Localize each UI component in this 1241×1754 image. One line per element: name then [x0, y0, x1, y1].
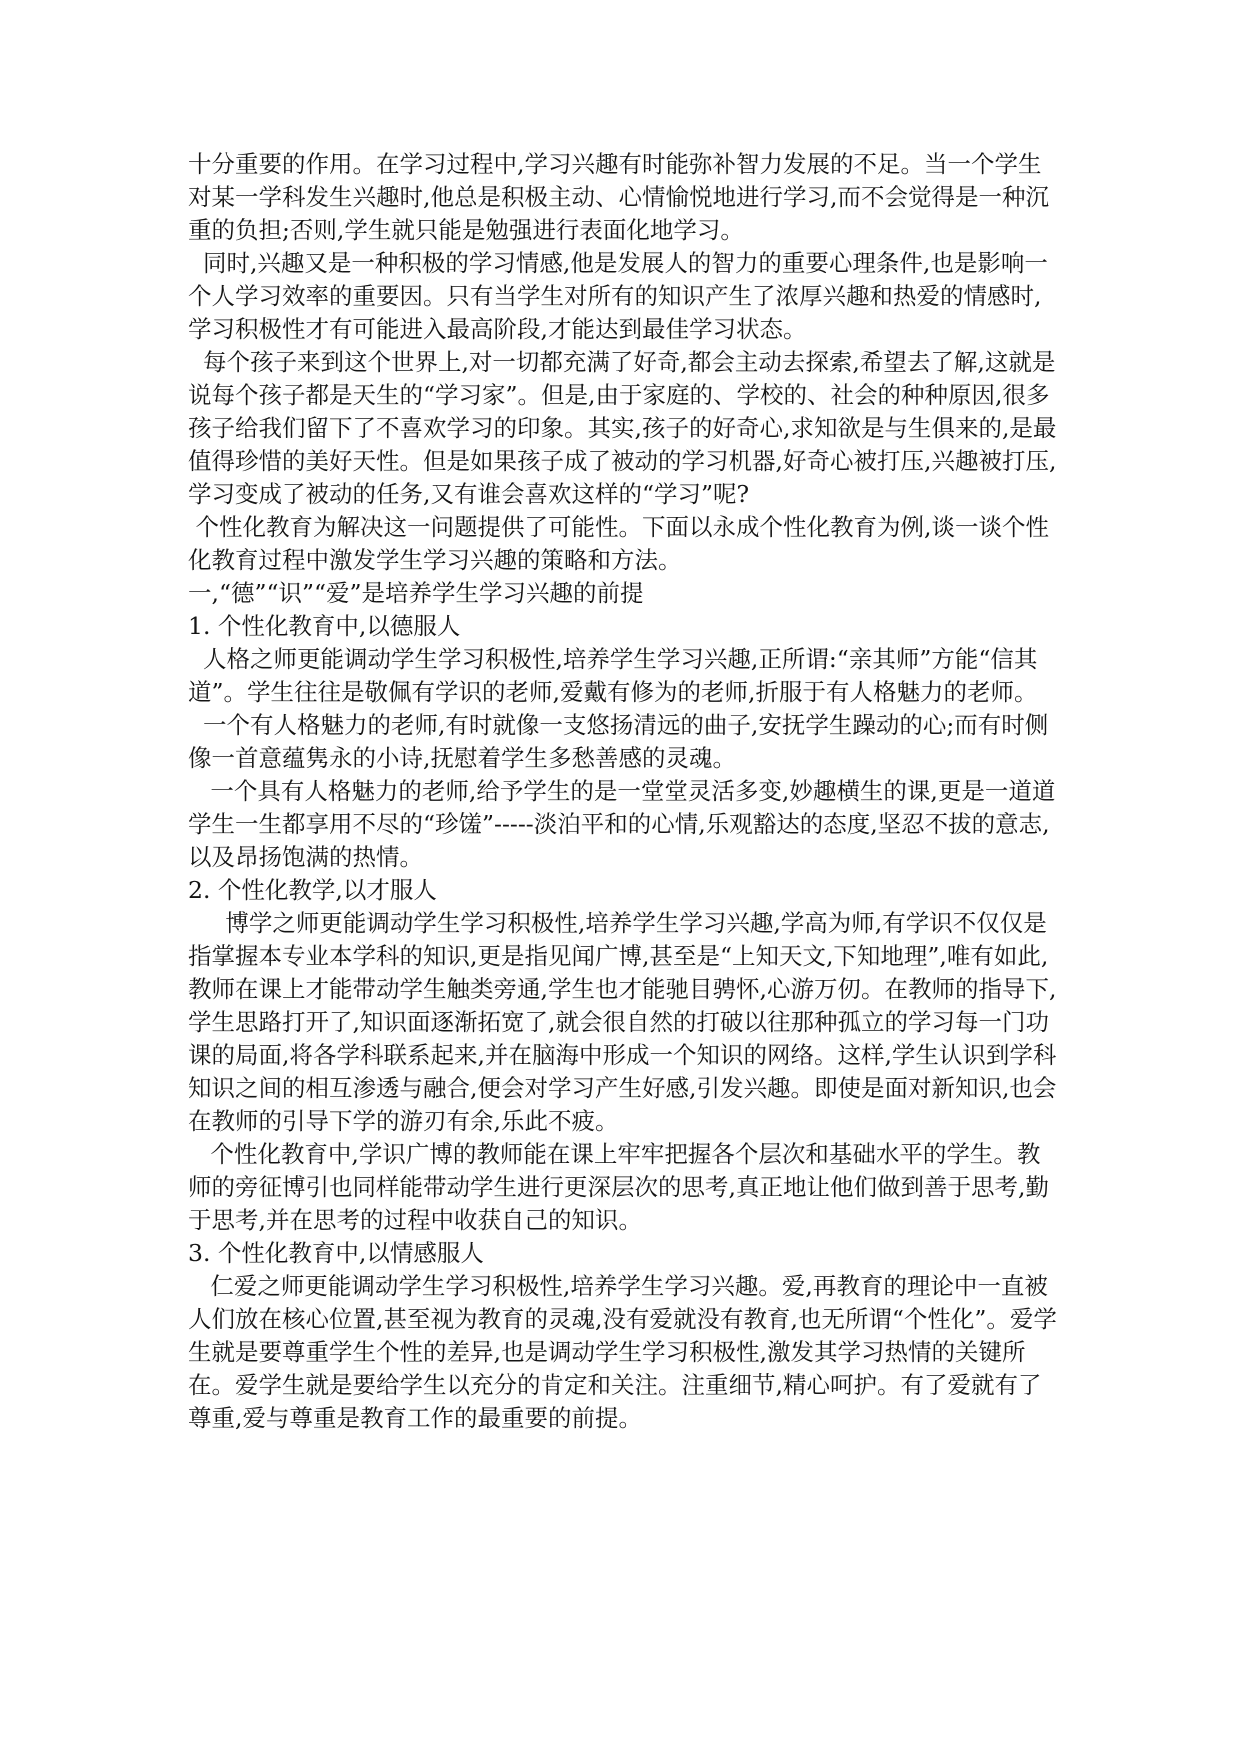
paragraph-7: [188, 775, 1058, 874]
paragraph-5: [188, 643, 1058, 709]
paragraph-8: [188, 907, 1058, 1138]
paragraph-1: [188, 148, 1058, 247]
paragraph-text: 个性化教育中,学识广博的教师能在课上牢牢把握各个层次和基础水平的学生。教师的旁征博引也同样能带动学生进行更深层次的思考,真正地让他们做到善于思考,勤于思考,并在思考的过程中收获自己的知识。: [188, 1140, 1049, 1234]
paragraph-4: [188, 511, 1058, 577]
paragraph-indent: [188, 348, 203, 376]
heading-text: 2. 个性化教学,以才服人: [188, 876, 437, 904]
paragraph-text: 人格之师更能调动学生学习积极性,培养学生学习兴趣,正所谓:“亲其师”方能“信其道”。学生往往是敬佩有学识的老师,爱戴有修为的老师,折服于有人格魅力的老师。: [188, 645, 1038, 706]
paragraph-indent: [188, 711, 203, 739]
paragraph-text: 每个孩子来到这个世界上,对一切都充满了好奇,都会主动去探索,希望去了解,这就是说每个孩子都是天生的“学习家”。但是,由于家庭的、学校的、社会的种种原因,很多孩子给我们留下了不喜欢学习的印象。其实,孩子的好奇心,求知欲是与生俱来的,是最值得珍惜的美好天性。但是如果孩子成了被动的学习机器,好奇心被打压,兴趣被打压,学习变成了被动的任务,又有谁会喜欢这样的“学习”呢?: [188, 348, 1057, 508]
paragraph-9: [188, 1138, 1058, 1237]
paragraph-2: [188, 247, 1058, 346]
paragraph-indent: [188, 909, 225, 937]
paragraph-indent: [188, 1272, 210, 1300]
heading-text: 一,“德”“识”“爱”是培养学生学习兴趣的前提: [188, 579, 644, 607]
paragraph-3: [188, 346, 1058, 511]
paragraph-text: 仁爱之师更能调动学生学习积极性,培养学生学习兴趣。爱,再教育的理论中一直被人们放在核心位置,甚至视为教育的灵魂,没有爱就没有教育,也无所谓“个性化”。爱学生就是要尊重学生个性的差异,也是调动学生学习积极性,激发其学习热情的关键所在。爱学生就是要给学生以充分的肯定和关注。注重细节,精心呵护。有了爱就有了尊重,爱与尊重是教育工作的最重要的前提。: [188, 1272, 1057, 1432]
paragraph-indent: [188, 645, 203, 673]
paragraph-10: [188, 1270, 1058, 1435]
subsection-heading-3: [188, 1237, 1058, 1270]
paragraph-text: 同时,兴趣又是一种积极的学习情感,他是发展人的智力的重要心理条件,也是影响一个人学习效率的重要因。只有当学生对所有的知识产生了浓厚兴趣和热爱的情感时,学习积极性才有可能进入最高阶段,才能达到最佳学习状态。: [188, 249, 1048, 343]
paragraph-indent: [188, 777, 210, 805]
heading-text: 1. 个性化教育中,以德服人: [188, 612, 461, 640]
subsection-heading-2: [188, 874, 1058, 907]
document-body: [188, 148, 1058, 1435]
paragraph-text: 博学之师更能调动学生学习积极性,培养学生学习兴趣,学高为师,有学识不仅仅是指掌握本专业本学科的知识,更是指见闻广博,甚至是“上知天文,下知地理”,唯有如此,教师在课上才能带动学生触类旁通,学生也才能驰目骋怀,心游万仞。在教师的指导下,学生思路打开了,知识面逐渐拓宽了,就会很自然的打破以往那种孤立的学习每一门功课的局面,将各学科联系起来,并在脑海中形成一个知识的网络。这样,学生认识到学科知识之间的相互渗透与融合,便会对学习产生好感,引发兴趣。即使是面对新知识,也会在教师的引导下学的游刃有余,乐此不疲。: [188, 909, 1057, 1135]
paragraph-indent: [188, 249, 203, 277]
heading-text: 3. 个性化教育中,以情感服人: [188, 1239, 484, 1267]
paragraph-text: 个性化教育为解决这一问题提供了可能性。下面以永成个性化教育为例,谈一谈个性化教育过程中激发学生学习兴趣的策略和方法。: [188, 513, 1049, 574]
paragraph-6: [188, 709, 1058, 775]
subsection-heading-1: [188, 610, 1058, 643]
paragraph-text: 一个具有人格魅力的老师,给予学生的是一堂堂灵活多变,妙趣横生的课,更是一道道学生一生都享用不尽的“珍馐”-----淡泊平和的心情,乐观豁达的态度,坚忍不拔的意志,以及昂扬饱满的热情。: [188, 777, 1056, 871]
paragraph-text: 一个有人格魅力的老师,有时就像一支悠扬清远的曲子,安抚学生躁动的心;而有时侧像一首意蕴隽永的小诗,抚慰着学生多愁善感的灵魂。: [188, 711, 1049, 772]
section-heading-1: [188, 577, 1058, 610]
paragraph-text: 十分重要的作用。在学习过程中,学习兴趣有时能弥补智力发展的不足。当一个学生对某一学科发生兴趣时,他总是积极主动、心情愉悦地进行学习,而不会觉得是一种沉重的负担;否则,学生就只能是勉强进行表面化地学习。: [188, 150, 1049, 244]
paragraph-indent: [188, 1140, 210, 1168]
